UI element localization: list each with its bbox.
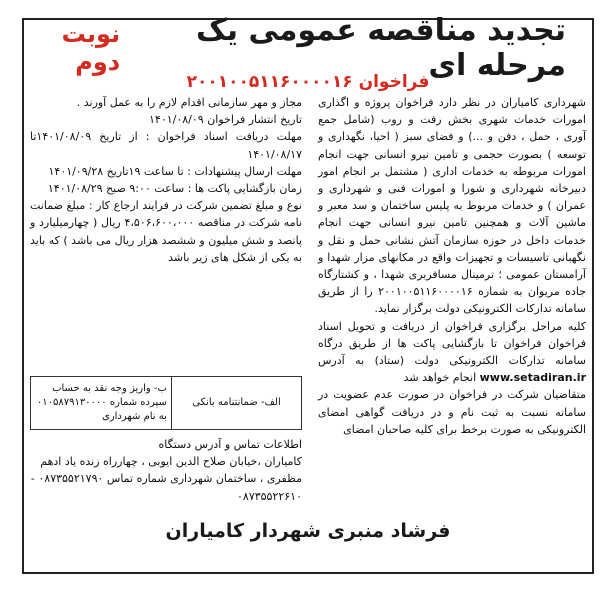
signature: فرشاد منبری شهردار کامیاران: [165, 520, 451, 542]
left-column: [30, 94, 302, 266]
docs-deadline: مهلت دریافت اسناد فراخوان : از تاریخ ۱۴۰۱/۰۸/۰۹تا ۱۴۰۱/۰۸/۱۷: [30, 130, 302, 161]
round-badge: نوبت دوم: [61, 20, 121, 76]
setad-link[interactable]: www.setadiran.ir: [479, 371, 586, 385]
intro-paragraph: شهرداری کامیاران در نظر دارد فراخوان پروژه و اگذاری امورات خدمات شهری بخش رفت و روب (شامل جمع آوری ، حمل ، دفن و ...) و فضای سبز ( احیا، نگهداری و توسعه ) بصورت حجمی و تامین نیرو انسانی جهت انجام امورات مربوطه به خدمات اداری ( مشتمل بر انجام امور دبیرخانه شهرداری و شورا و امورات فنی و شهرداری و عمران ) و خدمات مربوط به پلیس ساختمان و سد معبر و ماشین آلات و همچنین تامین نیرو انسانی جهت انجام خدمات داخل در حوزه سازمان آتش نشانی حمل و نقل و نگهبانی تاسیسات و تجهیزات واقع در مکانهای مزار شهدا و آرامستان عمومی ؛ ترمینال مسافربری شهدا ، و کشتارگاه جاده مریوان به شماره ۲۰۰۱۰۰۵۱۱۶۰۰۰۰۱۶ را از طریق سامانه تدارکات الکترونیکی دولت برگزار نماید.: [318, 96, 586, 316]
contact-title: اطلاعات تماس و آدرس دستگاه: [158, 438, 302, 451]
guarantee-option-b: ب- واریز وجه نقد به حساب سپرده شماره ۰۱۰۵۸۷۹۱۳۰۰۰۰ به نام شهرداری: [31, 377, 172, 430]
call-number: فراخوان ۲۰۰۱۰۰۵۱۱۶۰۰۰۰۱۶: [186, 72, 430, 92]
contact-section: [30, 436, 302, 505]
procedure-paragraph: [318, 318, 586, 387]
procedure-text: کلیه مراحل برگزاری فراخوان از دریافت و تحویل اسناد فراخوان فراخوان تا بازگشایی پاکت ها از طریق درگاه سامانه تدارکات الکترونیکی دولت (ستاد) به آدرس: [318, 319, 586, 368]
opening-time: زمان بازگشایی پاکت ها : ساعت ۹:۰۰ صبح ۱۴۰۱/۰۸/۲۹: [47, 182, 302, 196]
guarantee-option-a: الف- ضمانتنامه بانکی: [171, 377, 301, 430]
contact-address: کامیاران ،خیابان صلاح الدین ایوبی ، چهارراه زنده یاد ادهم مظفری ، ساختمان شهرداری شماره تماس ۰۸۷۳۵۵۲۱۷۹۰ - ۰۸۷۳۵۵۲۲۶۱۰: [30, 455, 302, 503]
bids-deadline: مهلت ارسال پیشنهادات : تا ساعت ۱۹تاریخ ۱۴۰۱/۰۹/۲۸: [48, 164, 302, 178]
procedure-end: انجام خواهد شد: [403, 371, 477, 385]
registration-paragraph: متقاضیان شرکت در فراخوان در صورت عدم عضویت در سامانه نسبت به ثبت نام و در دریافت گواهی امضای الکترونیکی به صورت برخط برای کلیه صاحبان امضای: [318, 388, 586, 436]
notice-title: تجدید مناقصه عمومی یک مرحله ای: [196, 13, 566, 83]
right-column: [318, 94, 586, 438]
publish-date: تاریخ انتشار فراخوان ۱۴۰۱/۰۸/۰۹: [149, 113, 302, 127]
guarantee-text: نوع و مبلغ تضمین شرکت در فرایند ارجاع کار : مبلغ ضمانت نامه شرکت در مناقصه ۴،۵۰۶،۶۰۰،۰۰۰ ریال ( چهارمیلیارد و پانصد و شش میلیون و ششصد هزار ریال می باشد ) که باید به یکی از شکل های زیر باشد: [30, 199, 303, 264]
table-row: [31, 377, 302, 430]
signature-note: مجاز و مهر سازمانی اقدام لازم را به عمل آورند .: [76, 96, 302, 109]
guarantee-table: [30, 376, 302, 430]
